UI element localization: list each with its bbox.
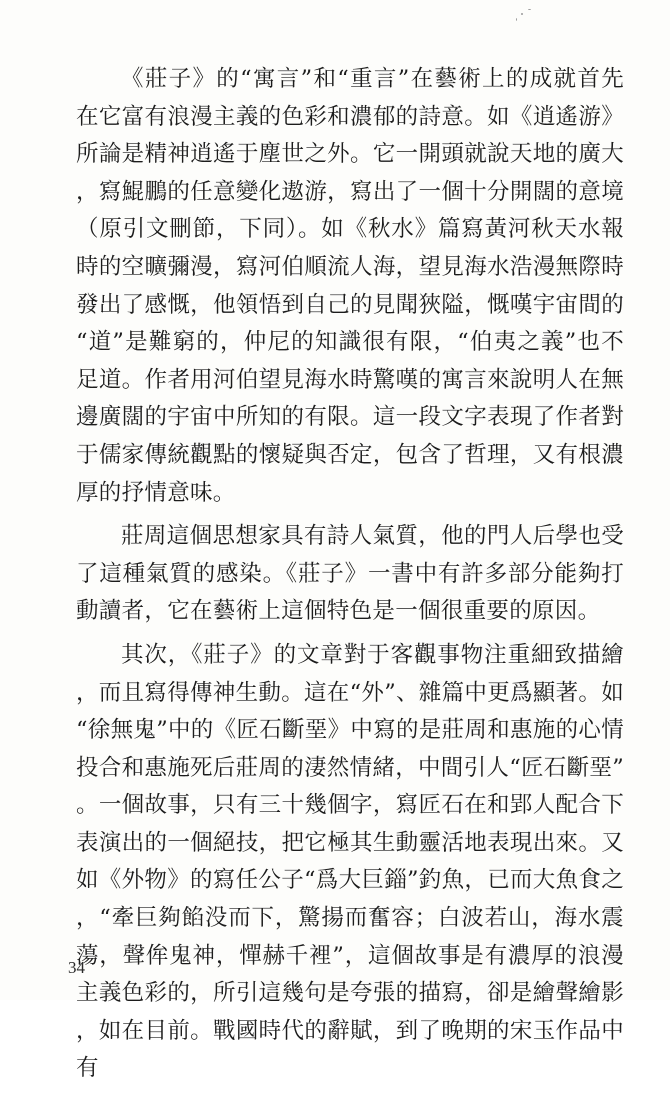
scan-speck <box>516 18 517 21</box>
scan-speck <box>528 9 531 10</box>
body-text <box>76 61 624 1094</box>
paragraph-3: 其次，《莊子》的文章對于客觀事物注重細致描繪，而且寫得傳神生動。這在“外”、雜篇中更爲顯著。如“徐無鬼”中的《匠石斷堊》中寫的是莊周和惠施的心情投合和惠施死后莊周的淒然情緒，中間引人“匠石斷堊”。一個故事，只有三十幾個字，寫匠石在和郢人配合下表演出的一個絕技，把它極其生動靈活地表現出來。又如《外物》的寫任公子“爲大巨錙”釣魚，已而大魚食之，“牽巨夠餡没而下，驚揚而奮容；白波若山，海水震蕩，聲侔鬼神，憚赫千裡”，這個故事是有濃厚的浪漫主義色彩的，所引這幾句是夸張的描寫，卻是繪聲繪影，如在目前。戰國時代的辭賦，到了晚期的宋玉作品中有 <box>76 641 625 1082</box>
paragraph-2: 莊周這個思想家具有詩人氣質，他的門人后學也受了這種氣質的感染。《莊子》一書中有許多部分能夠打動讀者，它在藝術上這個特色是一個很重要的原因。 <box>76 523 624 625</box>
page-number: 34 <box>68 958 85 977</box>
scan-speck <box>521 13 523 15</box>
paragraph-1: 《莊子》的“寓言”和“重言”在藝術上的成就首先在它富有浪漫主義的色彩和濃郁的詩意。如《逍遙游》所論是精神逍遙于塵世之外。它一開頭就說天地的廣大，寫鯤鵬的任意變化遨游，寫出了一個十分開闊的意境（原引文刪節，下同）。如《秋水》篇寫黃河秋天水報時的空曠彌漫，寫河伯順流人海，望見海水浩漫無際時發出了感慨，他領悟到自己的見聞狹隘，慨嘆宇宙間的“道”是難窮的，仲尼的知識很有限，“伯夷之義”也不足道。作者用河伯望見海水時驚嘆的寓言來說明人在無邊廣闊的宇宙中所知的有限。這一段文字表現了作者對于儒家傳統觀點的懷疑與否定，包含了哲理，又有根濃厚的抒情意味。 <box>76 66 624 506</box>
